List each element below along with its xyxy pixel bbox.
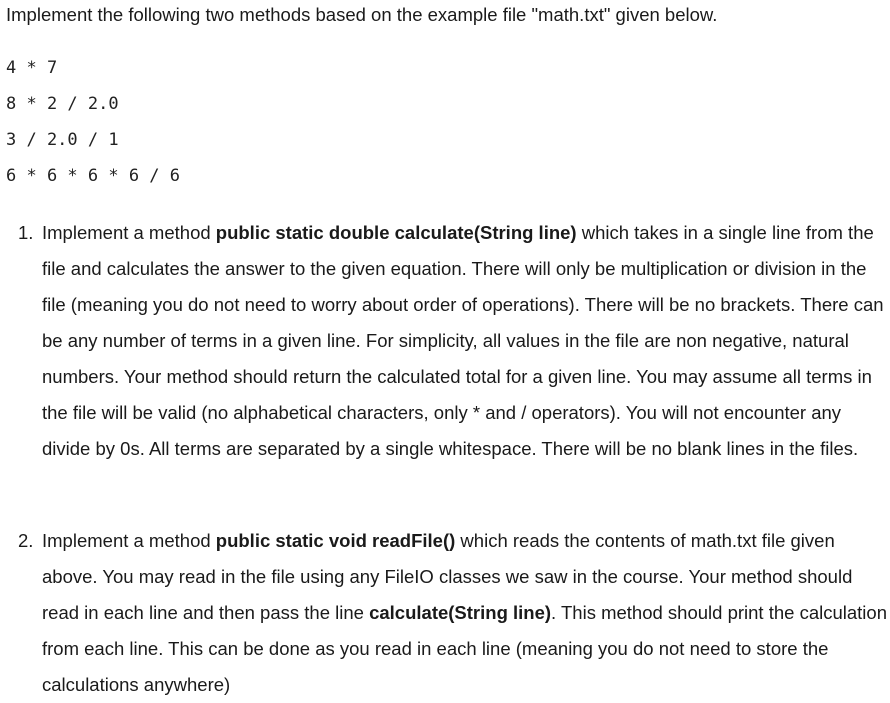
list-item-readfile (18, 523, 888, 703)
item-lead-text: Implement a method (42, 530, 216, 551)
code-line: 8 * 2 / 2.0 (6, 94, 119, 114)
list-item-number: 2. (18, 530, 34, 551)
code-line: 3 / 2.0 / 1 (6, 130, 119, 150)
item-description: which takes in a single line from the file and calculates the answer to the given equation. There will only be multiplication or division in the file (meaning you do not need to worry about order of operations). There will be no brackets. There can be any number of terms in a given line. For simplicity, all values in the file are non negative, natural numbers. Your method should return the calculated total for a given line. You may assume all terms in the file will be valid (no alphabetical characters, only * and / operators). You will not encounter any divide by 0s. All terms are separated by a single whitespace. There will be no blank lines in the files. (42, 222, 884, 459)
code-line: 4 * 7 (6, 58, 58, 78)
list-item-number: 1. (18, 222, 34, 243)
method-signature: public static void readFile() (215, 530, 456, 551)
method-call: calculate(String line) (369, 602, 552, 623)
list-item-body (42, 523, 888, 703)
method-signature: public static double calculate(String line) (215, 222, 577, 243)
item-description: which reads the contents of math.txt file given above. You may read in the file using any FileIO classes we saw in the course. Your method should read in each line and then pass the line (42, 530, 853, 623)
list-item-body (42, 215, 888, 467)
list-item-calculate (18, 215, 888, 467)
item-description-end: . This method should print the calculation from each line. This can be done as you read in each line (meaning you do not need to store the calculations anywhere) (42, 602, 887, 695)
item-lead-text: Implement a method (42, 222, 216, 243)
code-line: 6 * 6 * 6 * 6 / 6 (6, 166, 180, 186)
intro-text: Implement the following two methods based on the example file "math.txt" given below. (6, 4, 718, 25)
